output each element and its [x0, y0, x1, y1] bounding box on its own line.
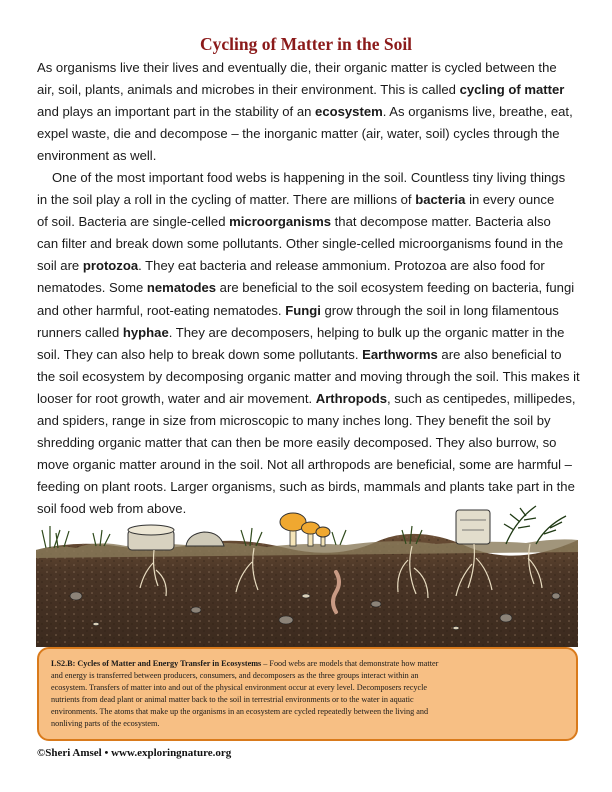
- standard-line: [51, 670, 562, 682]
- bold-term: protozoa: [82, 258, 139, 274]
- bold-term: Fungi: [285, 302, 321, 318]
- text-run: . They are decomposers, helping to bulk up the organic matter in the: [168, 324, 565, 340]
- text-run: nematodes. Some: [37, 280, 147, 296]
- text-line: [37, 432, 579, 454]
- text-run: , such as centipedes, millipedes,: [387, 390, 576, 406]
- intro-paragraph: [37, 57, 579, 167]
- text-line: [37, 101, 579, 123]
- bold-term: bacteria: [415, 192, 466, 208]
- text-run: of soil. Bacteria are single-celled: [37, 214, 230, 230]
- text-run: are also beneficial to: [437, 346, 562, 362]
- text-line: [37, 322, 579, 344]
- soil-food-web-paragraph: [37, 167, 579, 521]
- text-line: [37, 189, 579, 211]
- text-line: [37, 454, 579, 476]
- page-title: Cycling of Matter in the Soil: [199, 34, 413, 54]
- text-line: [37, 79, 579, 101]
- rock-left: [186, 532, 224, 546]
- standards-callout-box: [37, 647, 578, 741]
- text-run: in the soil play a roll in the cycling of matter. There are millions of: [37, 192, 416, 208]
- text-run: One of the most important food webs is happening in the soil. Countless tiny living things: [52, 170, 566, 185]
- text-line: [37, 145, 579, 167]
- standard-line: [51, 694, 562, 706]
- text-run: and energy is transferred between producers, consumers, and decomposers as the three groups interact within an: [51, 671, 419, 680]
- text-run: that decompose matter. Bacteria also: [331, 214, 551, 230]
- text-run: – Food webs are models that demonstrate how matter: [261, 659, 439, 668]
- bold-term: microorganisms: [229, 214, 332, 230]
- bold-term: Earthworms: [362, 346, 438, 362]
- bold-term: ecosystem: [315, 104, 383, 120]
- text-run: runners called: [37, 324, 123, 340]
- text-run: soil food web from above.: [37, 501, 187, 517]
- standard-line: [51, 682, 562, 694]
- text-run: environments. The atoms that make up the organisms in an ecosystem are cycled repeatedly between the living and: [51, 707, 429, 716]
- standard-line: [51, 718, 562, 730]
- stump-left: [128, 525, 174, 550]
- text-line: [37, 167, 579, 189]
- soil-cross-section-illustration: [36, 500, 578, 647]
- text-line: [37, 211, 579, 233]
- text-line: [37, 233, 579, 255]
- text-run: looser for root growth, water and air movement.: [37, 390, 316, 406]
- text-line: [37, 255, 579, 277]
- mushroom-cluster: [280, 513, 330, 546]
- text-run: air, soil, plants, animals and microbes in their environment. This is called: [37, 82, 460, 98]
- text-line: [37, 300, 579, 322]
- bold-term: cycling of matter: [459, 82, 565, 98]
- text-run: nonliving parts of the ecosystem.: [51, 719, 160, 728]
- text-run: ecosystem. Transfers of matter into and out of the physical environment occur at every level. Decomposers recycle: [51, 683, 428, 692]
- text-line: [37, 57, 579, 79]
- text-line: [37, 388, 579, 410]
- text-run: expel waste, die and decompose – the inorganic matter (air, water, soil) cycles through the: [37, 126, 560, 142]
- copyright-footer: ©Sheri Amsel • www.exploringnature.org: [37, 747, 232, 759]
- stump-right: [456, 510, 490, 544]
- bold-term: LS2.B: Cycles of Matter and Energy Transfer in Ecosystems: [51, 659, 262, 668]
- text-run: nutrients from dead plant or animal matter back to the soil in terrestrial environments or to the water in aquatic: [51, 695, 414, 704]
- text-run: environment as well.: [37, 148, 157, 164]
- text-line: [37, 123, 579, 145]
- text-run: move organic matter around in the soil. Not all arthropods are beneficial, some are harmful –: [37, 457, 572, 473]
- bold-term: Arthropods: [315, 390, 388, 406]
- text-line: [37, 277, 579, 299]
- text-run: soil. They can also help to break down some pollutants.: [37, 346, 363, 362]
- text-run: shredding organic matter that can then be more easily decomposed. They also burrow, so: [37, 435, 557, 451]
- standard-line: [51, 706, 562, 718]
- text-line: [37, 476, 579, 498]
- text-run: . As organisms live, breathe, eat,: [382, 104, 573, 120]
- text-run: As organisms live their lives and eventually die, their organic matter is cycled between the: [37, 60, 557, 75]
- bold-term: nematodes: [146, 280, 217, 296]
- text-line: [37, 410, 579, 432]
- fern-right: [504, 506, 566, 544]
- text-run: can filter and break down some pollutants. Other single-celled microorganisms found in the: [37, 236, 564, 252]
- bold-term: hyphae: [122, 324, 169, 340]
- text-run: soil are: [37, 258, 83, 274]
- standard-line: [51, 658, 562, 670]
- text-run: grow through the soil in long filamentous: [320, 302, 559, 318]
- text-run: and plays an important part in the stability of an: [37, 104, 316, 120]
- text-run: and other harmful, root-eating nematodes.: [37, 302, 286, 318]
- text-line: [37, 366, 579, 388]
- text-run: in every ounce: [465, 192, 555, 208]
- text-run: and spiders, range in size from microscopic to many inches long. They benefit the soil by: [37, 413, 551, 429]
- text-line: [37, 344, 579, 366]
- text-run: are beneficial to the soil ecosystem feeding on bacteria, fungi: [216, 280, 575, 296]
- text-run: . They eat bacteria and release ammonium. Protozoa are also food for: [138, 258, 545, 274]
- text-run: feeding on plant roots. Larger organisms, such as birds, mammals and plants take part in the: [37, 479, 575, 495]
- text-run: the soil ecosystem by decomposing organic matter and moving through the soil. This makes it: [37, 368, 580, 384]
